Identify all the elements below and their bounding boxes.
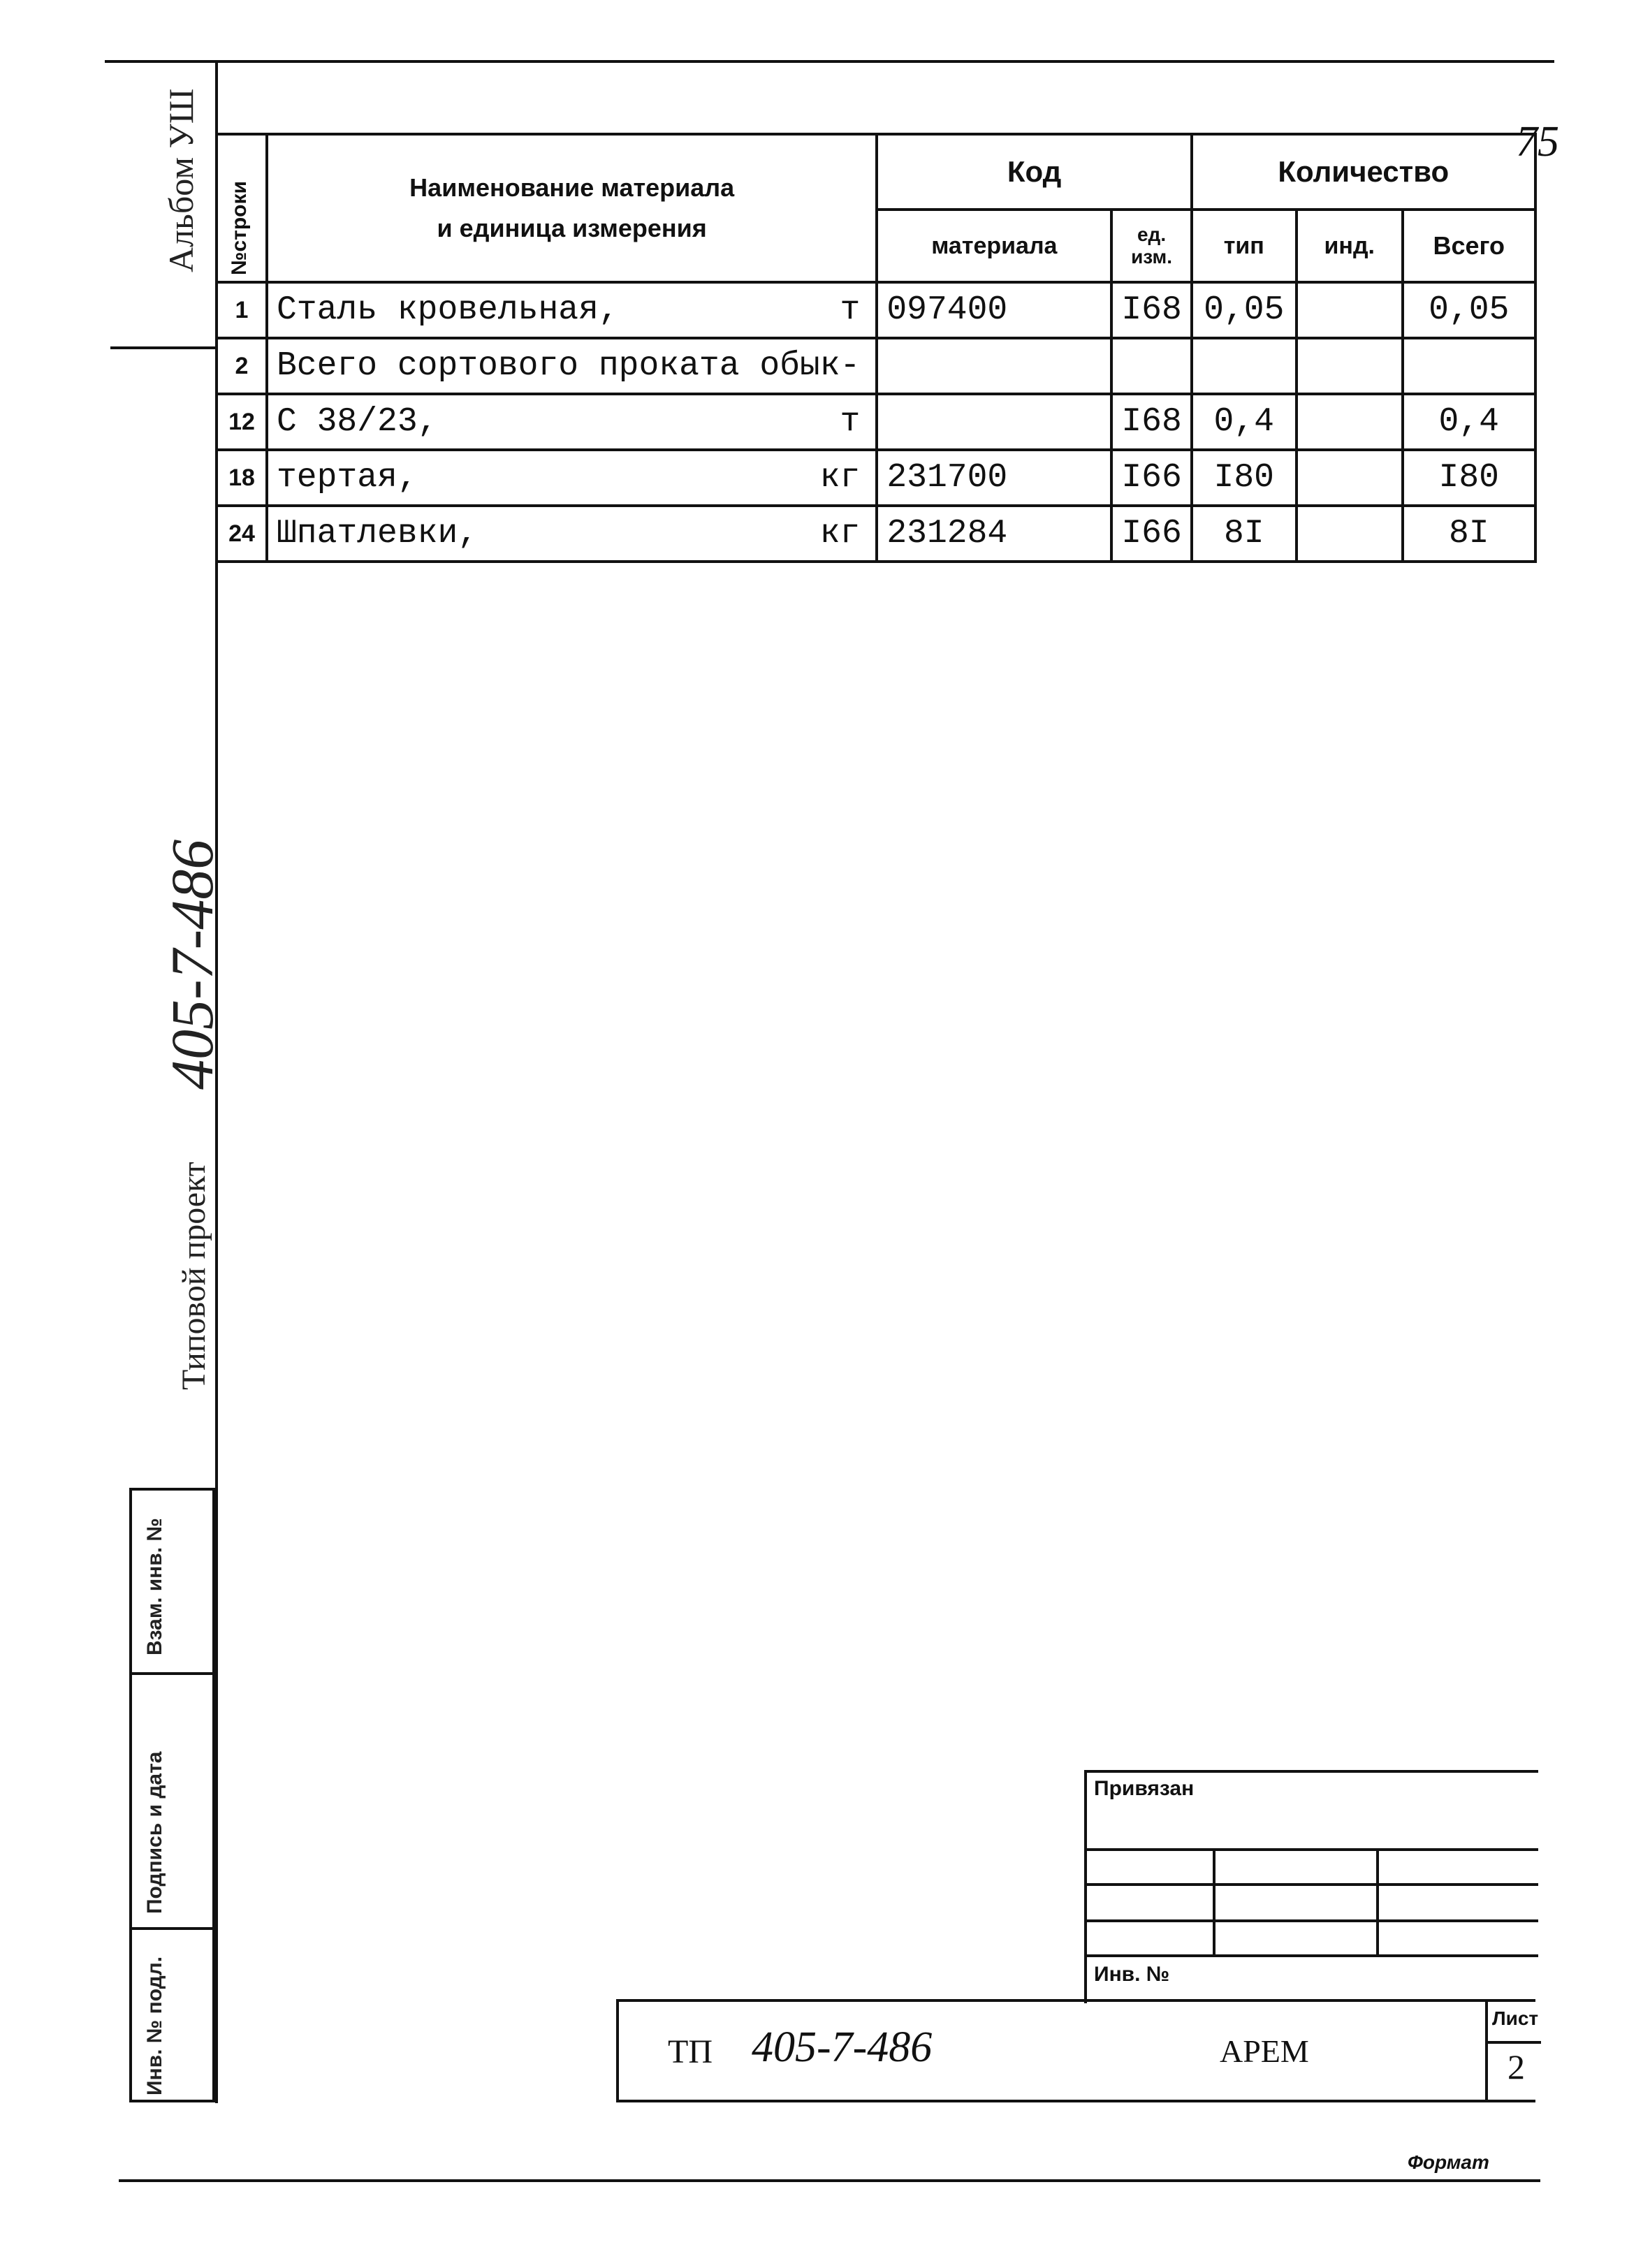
header-unit-code: ед. изм. [1111, 210, 1191, 282]
unit-code: I66 [1111, 506, 1191, 562]
table-row [217, 282, 1535, 338]
quantity-total: 0,4 [1403, 394, 1535, 450]
unit-of-measure: кг [819, 459, 861, 497]
material-name-text: Сталь кровельная, [277, 291, 619, 329]
row-number: 24 [217, 506, 267, 562]
quantity-type: 0,4 [1192, 394, 1297, 450]
material-code: 097400 [877, 282, 1111, 338]
header-individual: инд. [1297, 210, 1403, 282]
top-border [105, 60, 1554, 63]
row-number: 12 [217, 394, 267, 450]
material-name [267, 394, 877, 450]
quantity-individual [1297, 338, 1403, 394]
header-total: Всего [1403, 210, 1535, 282]
unit-code: I68 [1111, 282, 1191, 338]
header-type: тип [1192, 210, 1297, 282]
quantity-total [1403, 338, 1535, 394]
stamp-linked-label: Привязан [1094, 1777, 1195, 1800]
quantity-type: 0,05 [1192, 282, 1297, 338]
album-label: Альбом УШ [161, 88, 200, 272]
table-row [217, 506, 1535, 562]
unit-of-measure [860, 347, 867, 385]
quantity-total: 8I [1403, 506, 1535, 562]
row-number: 2 [217, 338, 267, 394]
header-quantity: Количество [1192, 134, 1535, 210]
stamp-linked-box [1084, 1770, 1538, 2003]
page-number: 75 [1516, 118, 1559, 166]
quantity-individual [1297, 506, 1403, 562]
quantity-type: I80 [1192, 450, 1297, 506]
stamp-title-box [616, 1999, 1539, 2102]
stamp-inventory-label: Инв. № [1094, 1963, 1170, 1986]
materials-table [215, 133, 1537, 563]
quantity-total: I80 [1403, 450, 1535, 506]
material-name [267, 338, 877, 394]
material-name [267, 282, 877, 338]
material-code [877, 394, 1111, 450]
header-rownum: №строки [217, 134, 267, 282]
material-code: 231284 [877, 506, 1111, 562]
bottom-border [119, 2179, 1540, 2182]
stamp-sheet-number: 2 [1507, 2047, 1525, 2086]
material-code [877, 338, 1111, 394]
row-number: 18 [217, 450, 267, 506]
project-code-handwritten: 405-7-486 [159, 839, 226, 1090]
quantity-individual [1297, 282, 1403, 338]
unit-code [1111, 338, 1191, 394]
project-label: Типовой проект [175, 1162, 212, 1390]
header-name: Наименование материала и единица измерения [267, 134, 877, 282]
quantity-individual [1297, 394, 1403, 450]
header-material-code: материала [877, 210, 1111, 282]
side-box-signature: Подпись и дата [143, 1751, 166, 1914]
table-row [217, 338, 1535, 394]
quantity-type: 8I [1192, 506, 1297, 562]
stamp-tp: ТП [668, 2033, 713, 2070]
quantity-total: 0,05 [1403, 282, 1535, 338]
material-name-text: С 38/23, [277, 403, 438, 441]
left-separator [110, 346, 215, 349]
table-row [217, 450, 1535, 506]
unit-code: I68 [1111, 394, 1191, 450]
unit-code: I66 [1111, 450, 1191, 506]
side-boxes [129, 1488, 215, 2102]
unit-of-measure: т [840, 291, 861, 329]
quantity-individual [1297, 450, 1403, 506]
material-name [267, 450, 877, 506]
table-row [217, 394, 1535, 450]
header-code: Код [877, 134, 1191, 210]
stamp-section: АРЕМ [1220, 2033, 1309, 2069]
stamp-sheet-label: Лист [1492, 2007, 1539, 2029]
unit-of-measure: т [840, 403, 861, 441]
format-label: Формат [1408, 2151, 1489, 2173]
material-name-text: тертая, [277, 459, 418, 497]
row-number: 1 [217, 282, 267, 338]
stamp-tp-code: 405-7-486 [752, 2024, 933, 2071]
side-box-inventory: Инв. № подл. [143, 1956, 166, 2095]
quantity-type [1192, 338, 1297, 394]
material-name-text: Шпатлевки, [277, 515, 479, 553]
material-name [267, 506, 877, 562]
material-name-text: Всего сортового проката обык- [277, 347, 861, 385]
material-code: 231700 [877, 450, 1111, 506]
unit-of-measure: кг [819, 515, 861, 553]
side-box-replace: Взам. инв. № [143, 1518, 166, 1655]
